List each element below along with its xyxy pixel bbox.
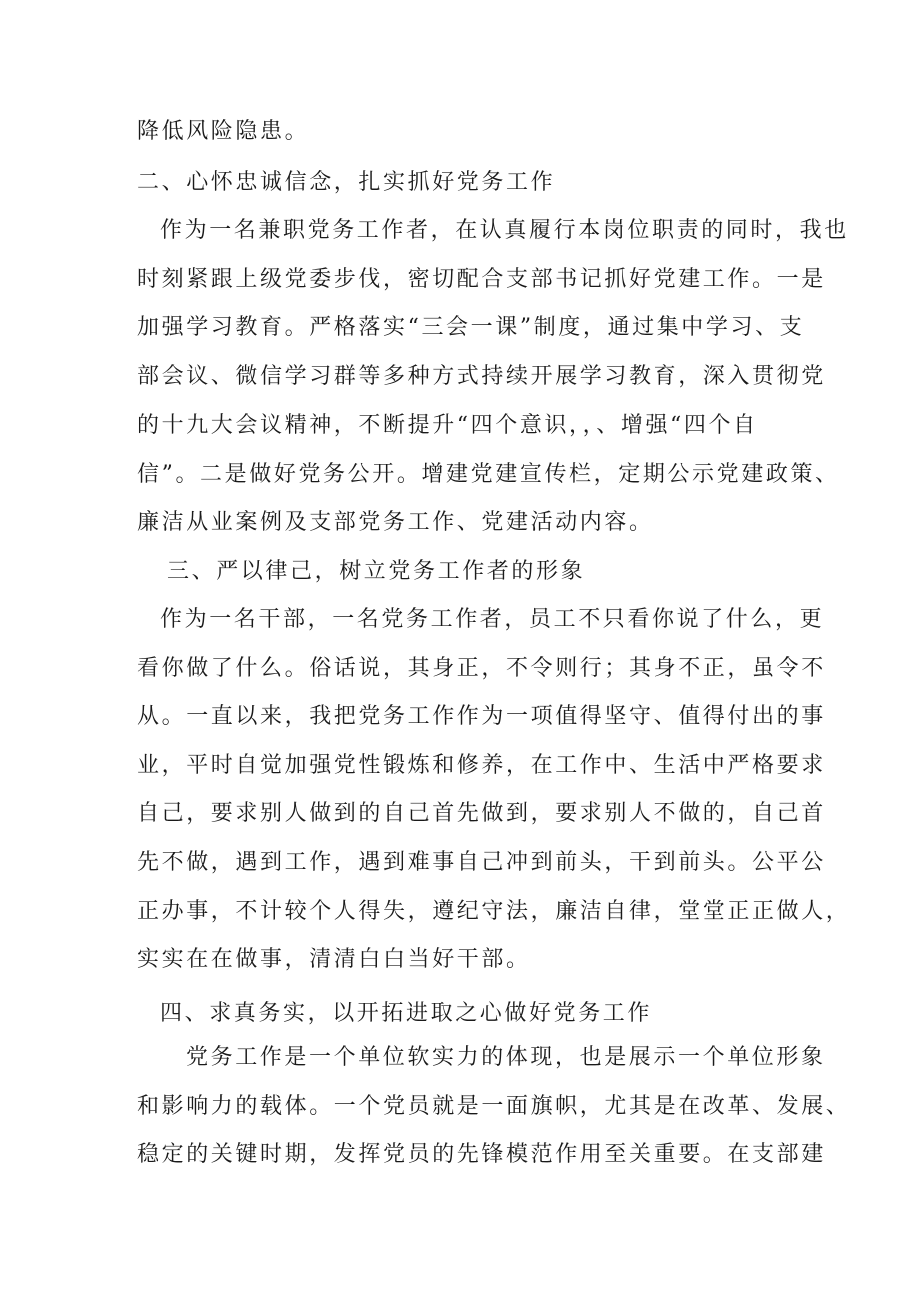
text-line: 廉洁从业案例及支部党务工作、党建活动内容。: [137, 510, 654, 535]
text-line: 和影响力的载体。一个党员就是一面旗帜，尤其是在改革、发展、: [137, 1094, 851, 1119]
text-line: 党务工作是一个单位软实力的体现，也是展示一个单位形象: [186, 1045, 826, 1070]
text-line: 作为一名兼职党务工作者，在认真履行本岗位职责的同时，我也: [160, 218, 849, 243]
section-heading: 三、严以律己，树立党务工作者的形象: [167, 559, 586, 584]
text-line: 先不做，遇到工作，遇到难事自己冲到前头，干到前头。公平公: [137, 850, 826, 875]
text-line: 部会议、微信学习群等多种方式持续开展学习教育，深入贯彻党: [137, 364, 826, 389]
text-line: 从。一直以来，我把党务工作作为一项值得坚守、值得付出的事: [137, 704, 826, 729]
text-line: 正办事，不计较个人得失，遵纪守法，廉洁自律，堂堂正正做人，: [137, 899, 851, 924]
text-line: 时刻紧跟上级党委步伐，密切配合支部书记抓好党建工作。一是: [137, 267, 826, 292]
text-line: 作为一名干部，一名党务工作者，员工不只看你说了什么，更: [160, 607, 825, 632]
text-line: 看你做了什么。俗话说，其身正，不令则行；其身不正，虽令不: [137, 656, 826, 681]
text-line: 降低风险隐患。: [137, 119, 310, 144]
text-line: 业，平时自觉加强党性锻炼和修养，在工作中、生活中严格要求: [137, 753, 826, 778]
text-line: 实实在在做事，清清白白当好干部。: [137, 947, 531, 972]
section-heading: 四、求真务实，以开拓进取之心做好党务工作: [160, 1001, 653, 1026]
section-heading: 二、心怀忠诚信念，扎实抓好党务工作: [137, 170, 556, 195]
text-line: 加强学习教育。严格落实“三会一课”制度，通过集中学习、支: [137, 315, 805, 340]
text-line: 的十九大会议精神，不断提升“四个意识，，、增强“四个自: [137, 413, 758, 438]
text-line: 自己，要求别人做到的自己首先做到，要求别人不做的，自己首: [137, 801, 826, 826]
text-line: 信”。二是做好党务公开。增建党建宣传栏，定期公示党建政策、: [137, 462, 840, 487]
text-line: 稳定的关键时期，发挥党员的先锋模范作用至关重要。在支部建: [137, 1142, 826, 1167]
